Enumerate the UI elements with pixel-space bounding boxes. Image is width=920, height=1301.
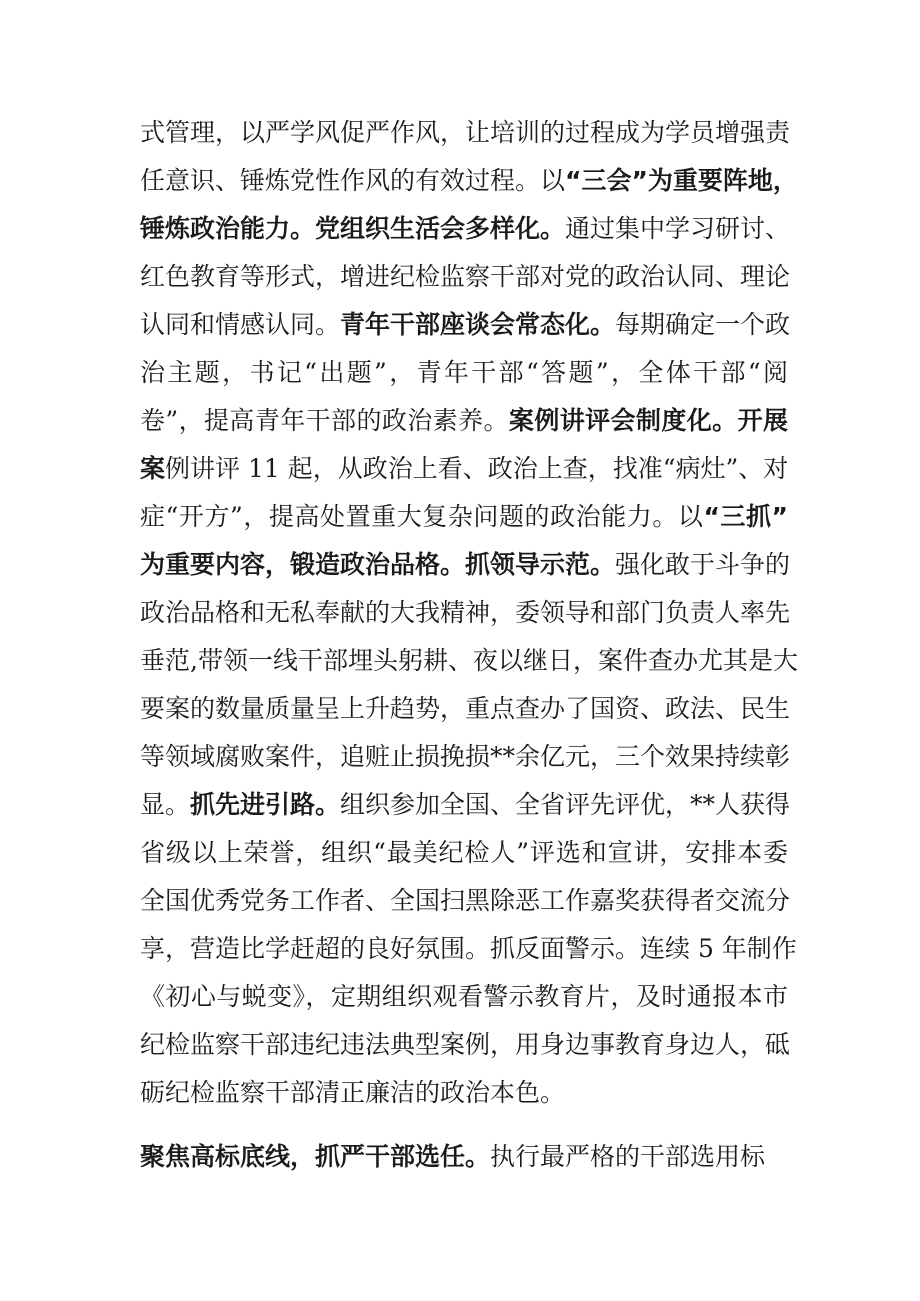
bold-phrase: 为重要内容，锻造政治品格。抓领导示范。: [140, 550, 616, 579]
text-run: 每期确定一个政: [615, 310, 791, 339]
bold-phrase: 聚焦高标底线，抓严干部选任。: [140, 1142, 491, 1171]
text-line: [140, 689, 791, 729]
text-run: 垂范,带领一线干部埋头躬耕、夜以继日，案件查办尤其是大: [140, 646, 798, 675]
text-line: [140, 833, 788, 873]
text-line: [140, 929, 797, 969]
text-run: 砺纪检监察干部清正廉洁的政治本色。: [140, 1078, 566, 1107]
text-run: 省级以上荣誉，组织“最美纪检人”评选和宣讲，安排本委: [140, 838, 788, 867]
text-run: 执行最严格的干部选用标: [490, 1142, 766, 1171]
text-line: [140, 401, 788, 441]
text-run: 红色教育等形式，增进纪检监察干部对党的政治认同、理论: [140, 262, 791, 291]
bold-phrase: 锤炼政治能力。党组织生活会多样化。: [140, 214, 566, 243]
text-run: 例讲评 11 起，从政治上看、政治上查，找准“病灶”、对: [165, 454, 789, 483]
text-line: [140, 1137, 788, 1177]
text-line: [140, 161, 798, 201]
bold-phrase: “三会”为重要阵地，: [565, 166, 798, 195]
bold-phrase: 案例讲评会制度化。开展: [508, 406, 788, 435]
text-line: [140, 209, 791, 249]
text-run: 认同和情感认同。: [140, 310, 341, 339]
bold-phrase: 抓先进引路。: [190, 790, 341, 819]
text-line: [140, 881, 791, 921]
text-run: 强化敢于斗争的: [615, 550, 791, 579]
text-run: 全国优秀党务工作者、全国扫黑除恶工作嘉奖获得者交流分: [140, 886, 791, 915]
text-run: 要案的数量质量呈上升趋势，重点查办了国资、政法、民生: [140, 694, 791, 723]
text-line: [140, 785, 791, 825]
text-line: [140, 1025, 791, 1065]
text-run: 任意识、锤炼党性作风的有效过程。以: [140, 166, 566, 195]
text-line: [140, 257, 791, 297]
text-line: [140, 497, 788, 537]
text-run: 享，营造比学赶超的良好氛围。抓反面警示。连续 5 年制作: [140, 934, 797, 963]
text-run: 通过集中学习研讨、: [565, 214, 791, 243]
text-run: 《初心与蜕变》，定期组织观看警示教育片，及时通报本市: [140, 982, 788, 1011]
text-line: [140, 305, 791, 345]
text-run: 卷”，提高青年干部的政治素养。: [140, 406, 509, 435]
text-line: [140, 113, 791, 153]
text-run: 组织参加全国、全省评先评优，**人获得: [340, 790, 791, 819]
text-line: [140, 353, 788, 393]
text-line: [140, 977, 788, 1017]
bold-phrase: 案: [140, 454, 166, 483]
text-run: 等领域腐败案件，追赃止损挽损**余亿元，三个效果持续彰: [140, 742, 791, 771]
text-run: 政治品格和无私奉献的大我精神，委领导和部门负责人率先: [140, 598, 791, 627]
bold-phrase: 青年干部座谈会常态化。: [340, 310, 616, 339]
text-run: 显。: [140, 790, 191, 819]
text-line: [140, 641, 798, 681]
text-line: [140, 593, 791, 633]
text-line: [140, 1073, 788, 1113]
text-line: [140, 449, 788, 489]
bold-phrase: “三抓”: [703, 502, 788, 531]
text-run: 症“开方”，提高处置重大复杂问题的政治能力。以: [140, 502, 704, 531]
text-run: 纪检监察干部违纪违法典型案例，用身边事教育身边人，砥: [140, 1030, 791, 1059]
text-line: [140, 545, 791, 585]
text-line: [140, 737, 791, 777]
text-run: 治主题，书记“出题”，青年干部“答题”，全体干部“阅: [140, 358, 788, 387]
text-run: 式管理，以严学风促严作风，让培训的过程成为学员增强责: [140, 118, 791, 147]
